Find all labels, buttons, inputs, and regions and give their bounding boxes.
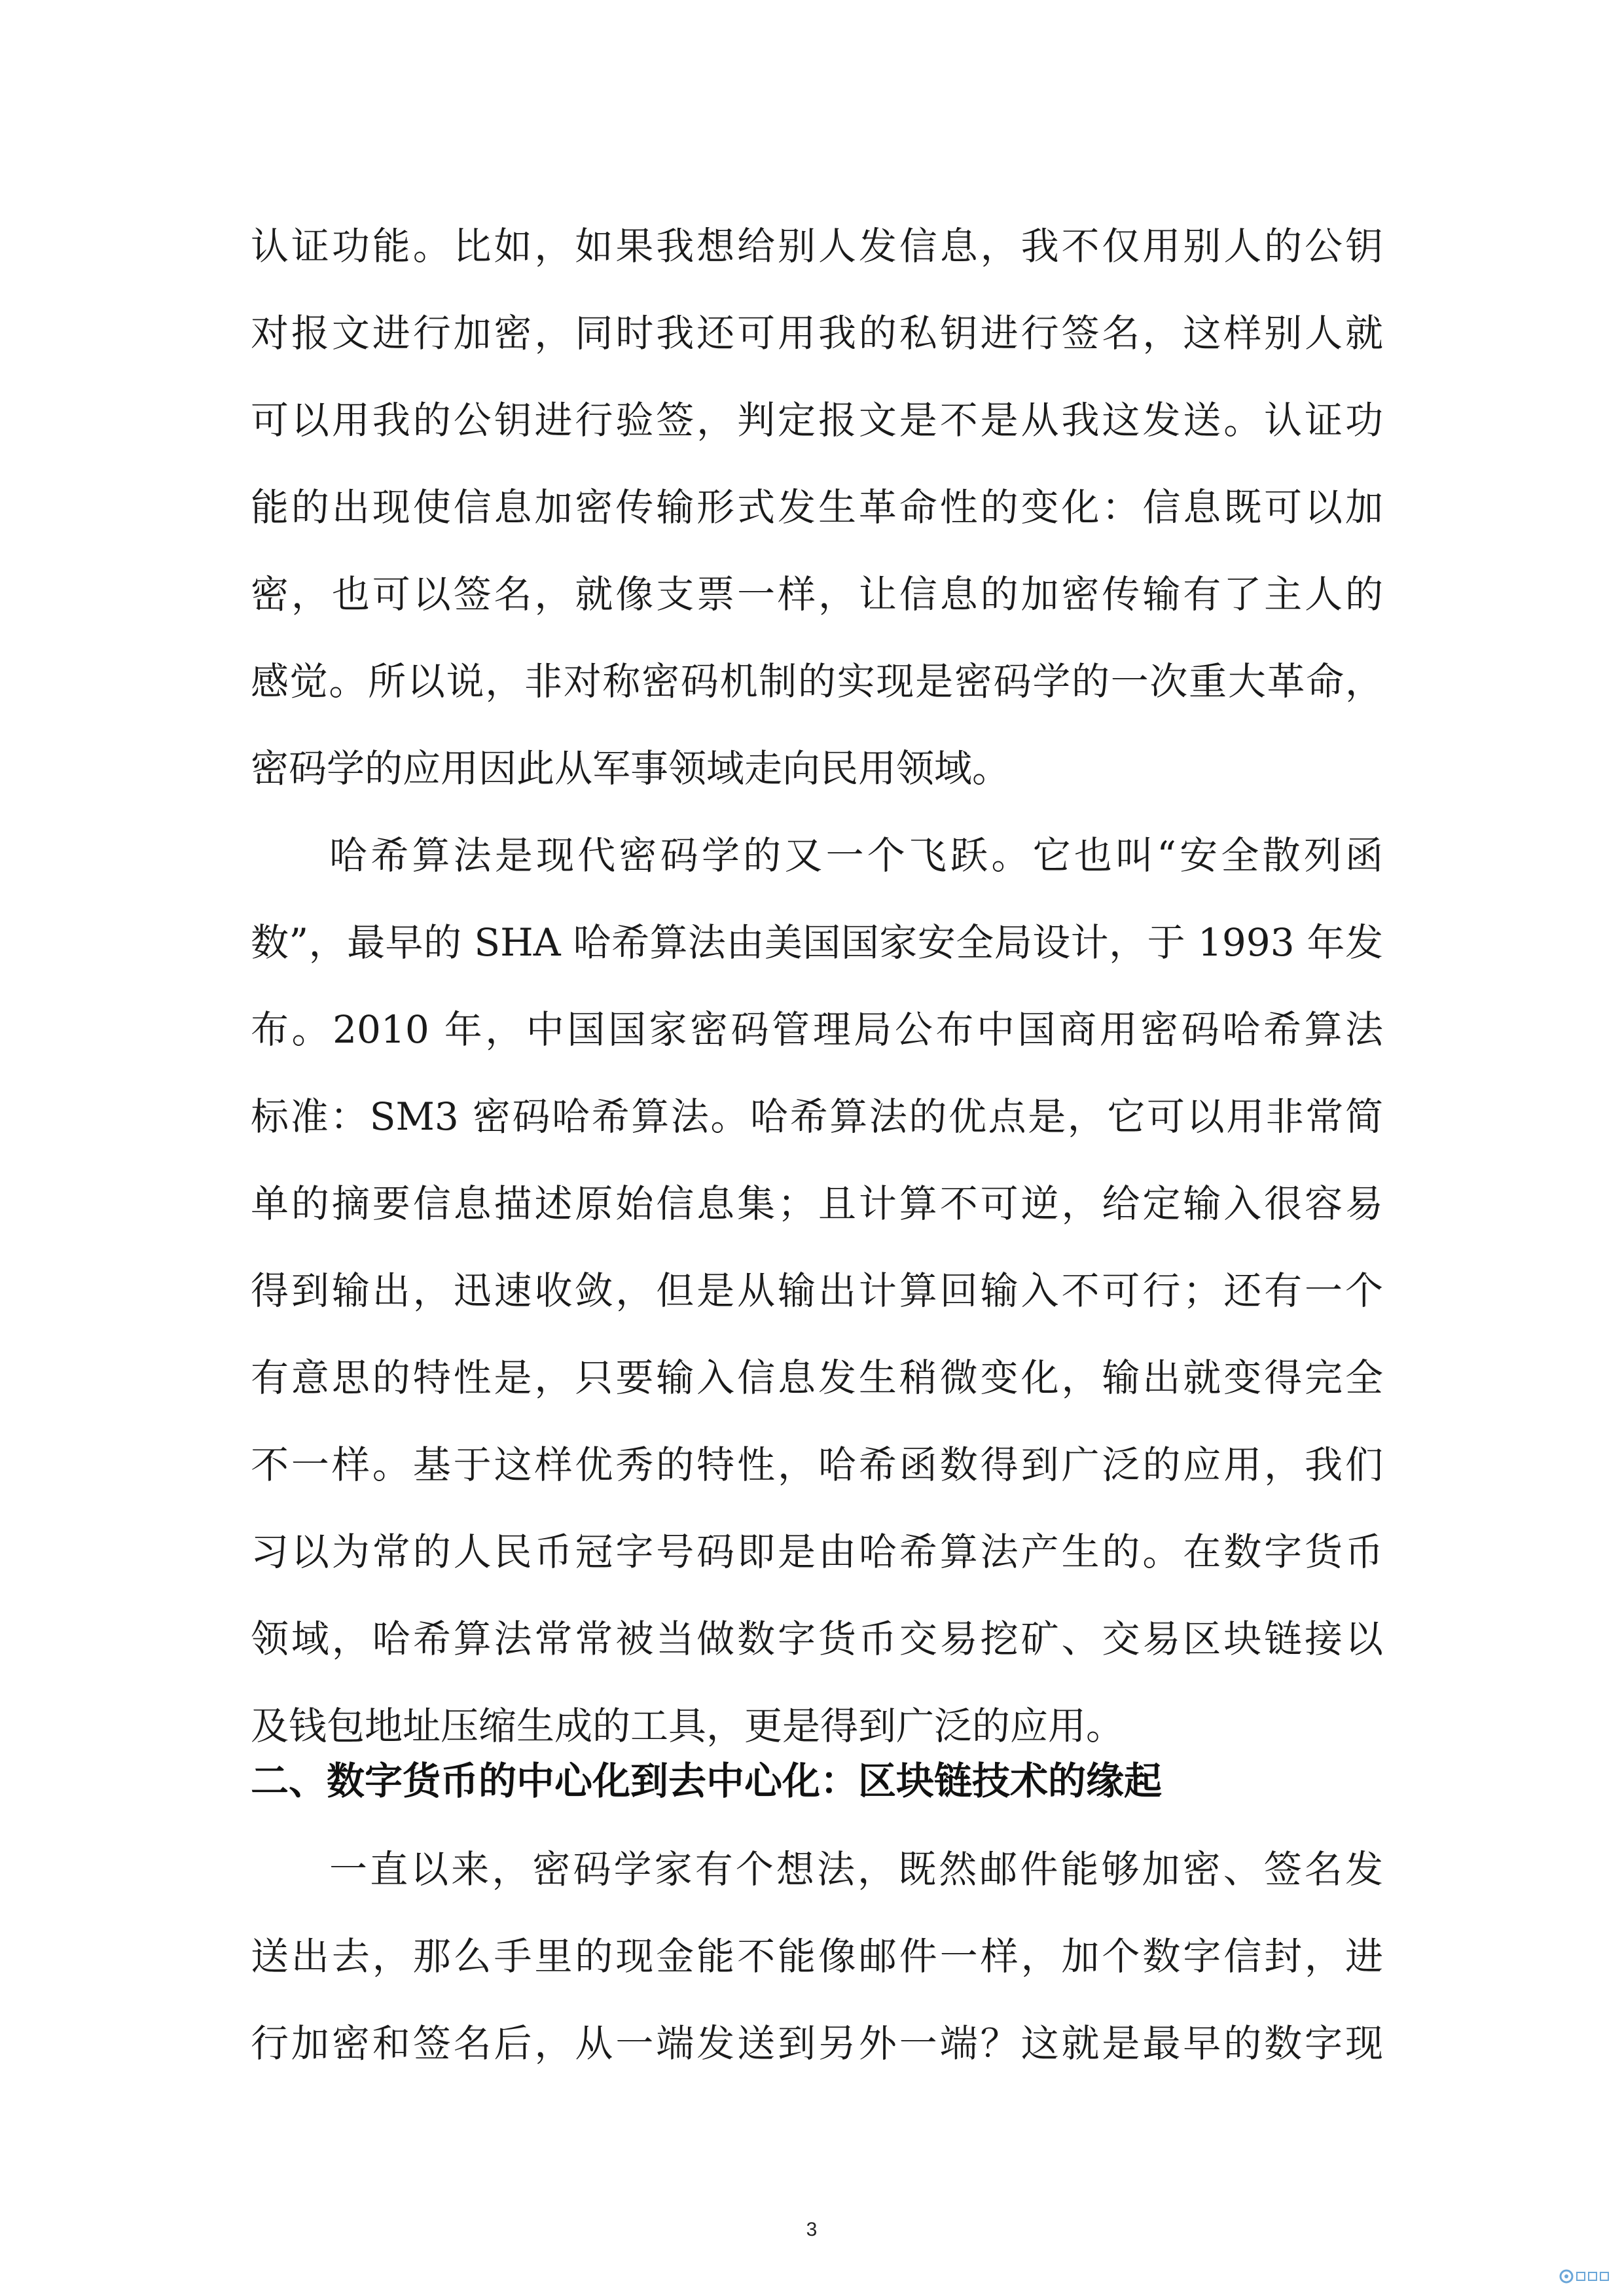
paragraph-1-line-2: 对报文进行加密，同时我还可用我的私钥进行签名，这样别人就 (251, 311, 1383, 355)
paragraph-3-line-1: 一直以来，密码学家有个想法，既然邮件能够加密、签名发 (329, 1847, 1383, 1892)
paragraph-1-line-7: 密码学的应用因此从军事领域走向民用领域。 (251, 746, 1011, 791)
paragraph-1-line-6: 感觉。所以说，非对称密码机制的实现是密码学的一次重大革命， (251, 659, 1383, 704)
paragraph-1-line-5: 密，也可以签名，就像支票一样，让信息的加密传输有了主人的 (251, 572, 1383, 617)
paragraph-2-line-9: 习以为常的人民币冠字号码即是由哈希算法产生的。在数字货币 (251, 1530, 1383, 1574)
paragraph-2-line-1: 哈希算法是现代密码学的又一个飞跃。它也叫“安全散列函 (329, 833, 1383, 878)
paragraph-1-line-4: 能的出现使信息加密传输形式发生革命性的变化：信息既可以加 (251, 485, 1383, 529)
paragraph-2-line-6: 得到输出，迅速收敛，但是从输出计算回输入不可行；还有一个 (251, 1268, 1383, 1313)
section-heading: 二、数字货币的中心化到去中心化：区块链技术的缘起 (251, 1759, 1163, 1803)
paragraph-2-line-10: 领域，哈希算法常常被当做数字货币交易挖矿、交易区块链接以 (251, 1617, 1383, 1661)
paragraph-3-line-3: 行加密和签名后，从一端发送到另外一端？这就是最早的数字现 (251, 2021, 1383, 2066)
paragraph-2-line-11: 及钱包地址压缩生成的工具，更是得到广泛的应用。 (251, 1704, 1125, 1748)
page-number: 3 (806, 2219, 818, 2240)
watermark-logo-icon (1559, 2266, 1617, 2287)
paragraph-1-line-1: 认证功能。比如，如果我想给别人发信息，我不仅用别人的公钥 (251, 224, 1383, 268)
paragraph-2-line-8: 不一样。基于这样优秀的特性，哈希函数得到广泛的应用，我们 (251, 1443, 1383, 1487)
paragraph-2-line-7: 有意思的特性是，只要输入信息发生稍微变化，输出就变得完全 (251, 1355, 1383, 1400)
paragraph-2-line-2: 数”，最早的 SHA 哈希算法由美国国家安全局设计，于 1993 年发 (251, 920, 1383, 965)
paragraph-2-line-4: 标准：SM3 密码哈希算法。哈希算法的优点是，它可以用非常简 (251, 1094, 1383, 1139)
paragraph-2-line-5: 单的摘要信息描述原始信息集；且计算不可逆，给定输入很容易 (251, 1181, 1383, 1226)
paragraph-2-line-3: 布。2010 年，中国国家密码管理局公布中国商用密码哈希算法 (251, 1007, 1383, 1052)
paragraph-1-line-3: 可以用我的公钥进行验签，判定报文是不是从我这发送。认证功 (251, 398, 1383, 442)
paragraph-3-line-2: 送出去，那么手里的现金能不能像邮件一样，加个数字信封，进 (251, 1934, 1383, 1979)
